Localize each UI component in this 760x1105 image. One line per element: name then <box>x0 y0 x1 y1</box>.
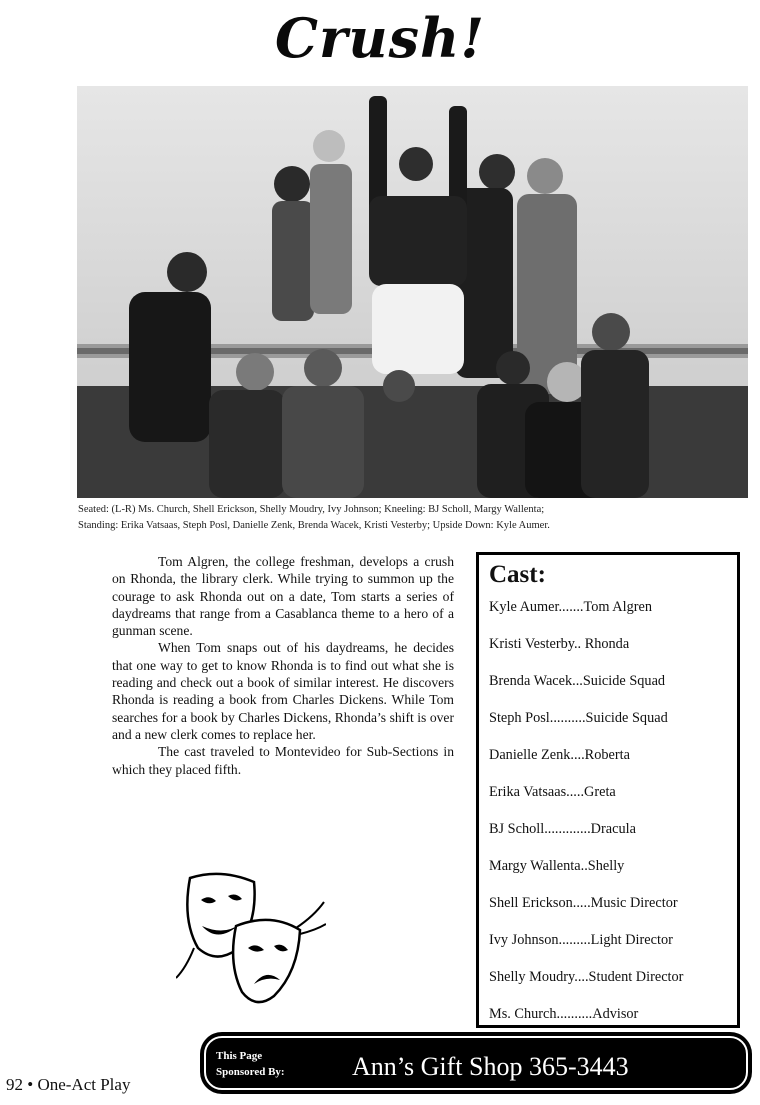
cast-entry: Ivy Johnson.........Light Director <box>489 932 673 948</box>
caption-line: Seated: (L-R) Ms. Church, Shell Erickson, Shelly Moudry, Ivy Johnson; Kneeling: BJ Scholl, Margy Wallenta; <box>78 504 545 515</box>
cast-entry: Margy Wallenta..Shelly <box>489 858 625 874</box>
sponsor-frame <box>204 1036 748 1090</box>
sponsor-label-line: Sponsored By: <box>216 1066 285 1078</box>
cast-group-photo <box>77 86 748 498</box>
page-title: Crush! <box>274 6 486 70</box>
cast-entry: Brenda Wacek...Suicide Squad <box>489 673 666 689</box>
page-folio: 92 • One-Act Play <box>6 1075 131 1094</box>
story-paragraph: When Tom snaps out of his daydreams, he decides that one way to get to know Rhonda is to find out what she is reading and check out a book of similar interest. He discovers Rhonda is reading a book from Charles Dickens. While Tom searches for a book by Charles Dickens, Rhonda’s shift is over and a new clerk comes to replace her. <box>112 640 454 742</box>
cast-entry: Shell Erickson.....Music Director <box>489 895 678 911</box>
story-paragraph: The cast traveled to Montevideo for Sub-Sections in which they placed fifth. <box>112 744 454 777</box>
cast-entry: BJ Scholl.............Dracula <box>489 821 636 837</box>
cast-heading: Cast: <box>489 561 546 588</box>
cast-entry: Ms. Church..........Advisor <box>489 1006 639 1022</box>
comedy-tragedy-masks-icon <box>176 868 326 1018</box>
caption-line: Standing: Erika Vatsaas, Steph Posl, Danielle Zenk, Brenda Wacek, Kristi Vesterby; Upside Down: Kyle Aumer. <box>78 520 550 531</box>
photo-caption <box>78 502 750 534</box>
sponsor-label <box>216 1048 285 1080</box>
cast-entry: Kristi Vesterby.. Rhonda <box>489 636 630 652</box>
cast-entry: Steph Posl..........Suicide Squad <box>489 710 668 726</box>
cast-entry: Shelly Moudry....Student Director <box>489 969 684 985</box>
cast-list <box>489 597 734 1041</box>
sponsor-label-line: This Page <box>216 1050 263 1062</box>
sponsor-banner <box>200 1032 752 1094</box>
story-text <box>112 553 454 778</box>
cast-entry: Kyle Aumer.......Tom Algren <box>489 599 652 615</box>
cast-entry: Erika Vatsaas.....Greta <box>489 784 616 800</box>
story-paragraph: Tom Algren, the college freshman, develops a crush on Rhonda, the library clerk. While trying to summon up the courage to ask Rhonda out on a date, Tom starts a series of daydreams that range from a Casablanca theme to a hero of a gunman scene. <box>112 554 454 639</box>
cast-entry: Danielle Zenk....Roberta <box>489 747 630 763</box>
sponsor-name: Ann’s Gift Shop 365-3443 <box>352 1052 629 1081</box>
cast-list-box <box>476 552 740 1028</box>
